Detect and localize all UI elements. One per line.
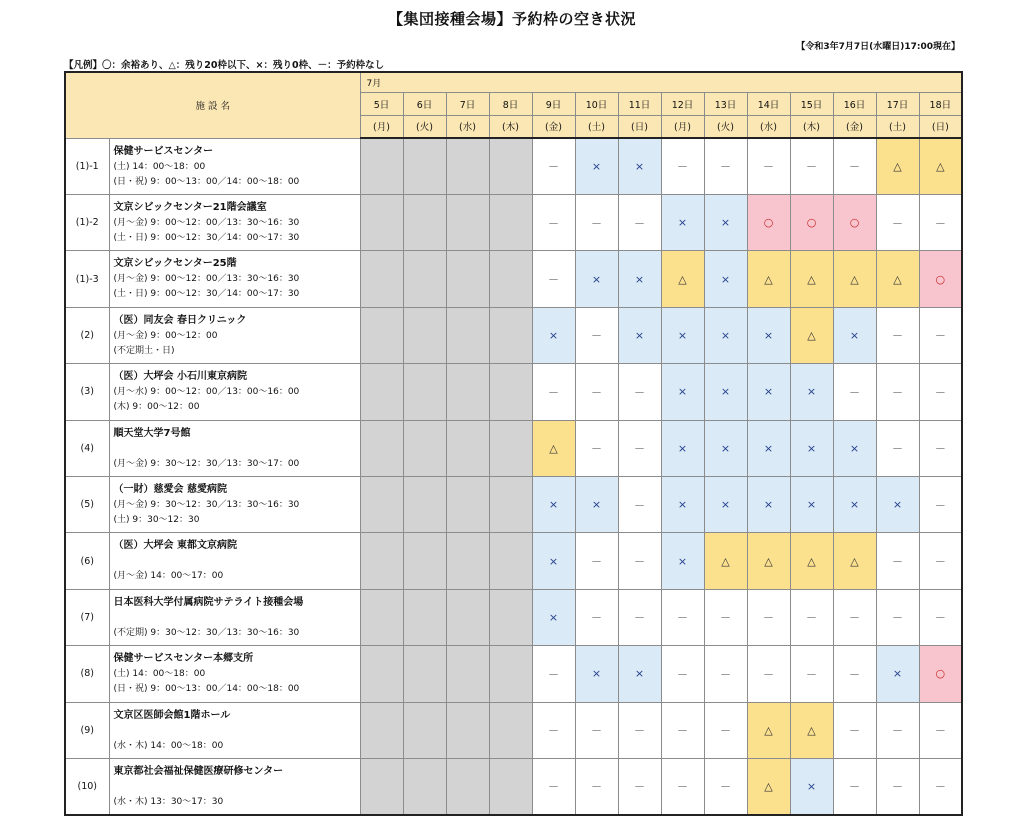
availability-cell: － <box>704 646 747 702</box>
availability-cell: － <box>919 589 962 645</box>
availability-cell <box>360 533 403 589</box>
facility-hours: (水・木) 13：30～17：30 <box>113 796 224 807</box>
availability-cell: × <box>704 194 747 250</box>
availability-cell <box>446 589 489 645</box>
availability-cell <box>403 646 446 702</box>
availability-cell <box>403 364 446 420</box>
availability-cell: × <box>747 307 790 363</box>
facility-hours: (木) 9：00～12：00 <box>113 402 200 413</box>
facility-hours: (月～金) 9：30～12：30／13：30～16：30 <box>113 499 300 510</box>
availability-cell: － <box>876 364 919 420</box>
availability-cell: × <box>575 476 618 532</box>
day-weekday-header: (月) <box>360 115 403 138</box>
availability-cell: － <box>532 251 575 307</box>
availability-cell: × <box>704 364 747 420</box>
facility-number: (2) <box>65 307 109 363</box>
availability-cell <box>489 589 532 645</box>
availability-cell: － <box>661 589 704 645</box>
facility-name: （一財）慈愛会 慈愛病院 <box>113 483 227 495</box>
availability-cell: － <box>575 364 618 420</box>
availability-cell <box>446 702 489 758</box>
availability-cell: × <box>790 758 833 815</box>
day-weekday-header: (木) <box>790 115 833 138</box>
availability-cell <box>489 646 532 702</box>
availability-cell: △ <box>704 533 747 589</box>
availability-cell <box>446 476 489 532</box>
availability-cell: － <box>876 702 919 758</box>
day-date-header: 11日 <box>618 92 661 115</box>
availability-cell: － <box>833 702 876 758</box>
availability-cell: ○ <box>833 194 876 250</box>
availability-cell <box>446 251 489 307</box>
availability-cell <box>446 194 489 250</box>
facility-name: （医）大坪会 東都文京病院 <box>113 540 237 552</box>
table-row <box>65 251 962 307</box>
day-date-header: 16日 <box>833 92 876 115</box>
availability-cell: × <box>618 307 661 363</box>
page-title: 【集団接種会場】予約枠の空き状況 <box>387 10 636 28</box>
day-date-header: 9日 <box>532 92 575 115</box>
availability-cell: － <box>704 138 747 194</box>
availability-cell <box>360 138 403 194</box>
availability-cell: × <box>661 307 704 363</box>
availability-cell <box>360 194 403 250</box>
availability-cell: △ <box>747 251 790 307</box>
facility-number: (3) <box>65 364 109 420</box>
facility-number: (5) <box>65 476 109 532</box>
availability-cell: － <box>575 194 618 250</box>
facility-name: 順天堂大学7号館 <box>113 427 191 439</box>
availability-cell: － <box>618 194 661 250</box>
availability-cell <box>360 251 403 307</box>
availability-cell: － <box>575 589 618 645</box>
availability-cell <box>403 476 446 532</box>
availability-cell: △ <box>833 533 876 589</box>
table-row <box>65 476 962 532</box>
availability-cell: △ <box>532 420 575 476</box>
availability-cell: － <box>532 758 575 815</box>
facility-number: (6) <box>65 533 109 589</box>
table-row <box>65 702 962 758</box>
availability-cell <box>360 364 403 420</box>
availability-cell: － <box>876 533 919 589</box>
availability-cell: ○ <box>919 251 962 307</box>
facility-number: (4) <box>65 420 109 476</box>
facility-number: (1)-3 <box>65 251 109 307</box>
availability-cell <box>446 646 489 702</box>
facility-info <box>109 646 360 702</box>
availability-cell: × <box>747 420 790 476</box>
availability-cell: × <box>661 364 704 420</box>
availability-cell: － <box>790 646 833 702</box>
facility-hours: (月～金) 14：00～17：00 <box>113 571 224 582</box>
availability-cell: － <box>575 702 618 758</box>
availability-cell: － <box>661 646 704 702</box>
availability-cell: － <box>876 194 919 250</box>
day-date-header: 5日 <box>360 92 403 115</box>
availability-cell: － <box>704 589 747 645</box>
availability-cell: ○ <box>747 194 790 250</box>
availability-cell: － <box>919 364 962 420</box>
facility-name: 文京シビックセンター25階 <box>113 258 237 270</box>
availability-cell: － <box>618 420 661 476</box>
day-weekday-header: (金) <box>833 115 876 138</box>
facility-info <box>109 138 360 194</box>
facility-info <box>109 420 360 476</box>
availability-table <box>64 71 963 816</box>
table-row <box>65 138 962 194</box>
day-date-header: 10日 <box>575 92 618 115</box>
day-weekday-header: (火) <box>704 115 747 138</box>
availability-cell: △ <box>747 702 790 758</box>
availability-cell <box>360 702 403 758</box>
availability-cell: △ <box>790 533 833 589</box>
availability-cell: － <box>747 138 790 194</box>
availability-cell <box>403 758 446 815</box>
availability-cell: × <box>790 420 833 476</box>
availability-cell: × <box>661 194 704 250</box>
table-row <box>65 364 962 420</box>
availability-cell: × <box>876 476 919 532</box>
facility-name: 保健サービスセンター本郷支所 <box>113 653 254 665</box>
facility-number: (1)-1 <box>65 138 109 194</box>
facility-hours: (土・日) 9：00～12：30／14：00～17：30 <box>113 289 300 300</box>
day-weekday-header: (水) <box>446 115 489 138</box>
facility-hours: (土・日) 9：00～12：30／14：00～17：30 <box>113 232 300 243</box>
availability-cell: － <box>919 420 962 476</box>
day-weekday-header: (金) <box>532 115 575 138</box>
table-row <box>65 646 962 702</box>
availability-cell: △ <box>747 533 790 589</box>
facility-name: 保健サービスセンター <box>113 145 214 157</box>
availability-cell: × <box>661 420 704 476</box>
availability-cell <box>489 251 532 307</box>
availability-cell: × <box>833 307 876 363</box>
availability-cell <box>360 758 403 815</box>
facility-info <box>109 194 360 250</box>
availability-cell <box>489 194 532 250</box>
facility-hours: (月～金) 9：00～12：00／13：30～16：30 <box>113 217 300 228</box>
facility-info <box>109 589 360 645</box>
availability-cell: × <box>618 251 661 307</box>
facility-hours <box>114 780 356 795</box>
availability-cell: － <box>876 420 919 476</box>
facility-hours: (土) 14：00～18：00 <box>113 161 206 172</box>
facility-info <box>109 307 360 363</box>
availability-cell: － <box>575 758 618 815</box>
availability-cell <box>489 758 532 815</box>
facility-info <box>109 533 360 589</box>
availability-cell <box>403 589 446 645</box>
availability-cell <box>360 307 403 363</box>
table-row <box>65 589 962 645</box>
availability-cell: × <box>747 364 790 420</box>
day-date-header: 18日 <box>919 92 962 115</box>
facility-number: (8) <box>65 646 109 702</box>
day-date-header: 14日 <box>747 92 790 115</box>
facility-hours <box>114 611 356 626</box>
facility-name: 東京都社会福祉保健医療研修センター <box>113 765 284 777</box>
availability-cell <box>489 476 532 532</box>
availability-cell: － <box>704 758 747 815</box>
availability-cell: － <box>575 420 618 476</box>
day-date-header: 12日 <box>661 92 704 115</box>
availability-cell: × <box>790 476 833 532</box>
availability-cell: × <box>661 476 704 532</box>
availability-cell: － <box>532 138 575 194</box>
availability-cell: △ <box>876 251 919 307</box>
availability-cell: × <box>704 420 747 476</box>
availability-cell: － <box>618 758 661 815</box>
availability-cell: － <box>919 307 962 363</box>
day-date-header: 17日 <box>876 92 919 115</box>
availability-cell: － <box>618 702 661 758</box>
as-of-date: 【令和3年7月7日(水曜日)17:00現在】 <box>796 42 960 52</box>
day-weekday-header: (土) <box>876 115 919 138</box>
availability-cell: ○ <box>919 646 962 702</box>
availability-cell: × <box>575 646 618 702</box>
availability-cell: × <box>532 307 575 363</box>
facility-number: (10) <box>65 758 109 815</box>
availability-cell: × <box>876 646 919 702</box>
availability-cell: － <box>618 364 661 420</box>
availability-cell: － <box>833 138 876 194</box>
availability-cell: － <box>747 589 790 645</box>
availability-cell: × <box>790 364 833 420</box>
availability-cell <box>360 476 403 532</box>
availability-cell <box>489 364 532 420</box>
availability-cell <box>360 646 403 702</box>
availability-cell <box>489 307 532 363</box>
facility-hours: (月～金) 9：00～12：00 <box>113 330 218 341</box>
facility-name: （医）大坪会 小石川東京病院 <box>113 371 247 383</box>
availability-cell: － <box>790 589 833 645</box>
availability-cell <box>489 420 532 476</box>
facility-name: （医）同友会 春日クリニック <box>113 314 247 326</box>
day-weekday-header: (水) <box>747 115 790 138</box>
day-weekday-header: (火) <box>403 115 446 138</box>
availability-cell: － <box>876 589 919 645</box>
availability-cell: × <box>575 138 618 194</box>
facility-hours <box>114 442 356 457</box>
availability-cell: × <box>661 533 704 589</box>
availability-cell: － <box>575 307 618 363</box>
facility-hours: (土) 9：30～12：30 <box>113 514 200 525</box>
availability-cell: － <box>833 364 876 420</box>
facility-hours: (日・祝) 9：00～13：00／14：00～18：00 <box>113 684 300 695</box>
table-row <box>65 194 962 250</box>
availability-cell <box>403 702 446 758</box>
availability-cell: × <box>532 589 575 645</box>
availability-cell: － <box>747 646 790 702</box>
availability-cell: △ <box>747 758 790 815</box>
day-weekday-header: (土) <box>575 115 618 138</box>
availability-cell: － <box>833 589 876 645</box>
facility-hours: (水・木) 14：00～18：00 <box>113 740 224 751</box>
availability-cell: × <box>833 476 876 532</box>
availability-cell: × <box>704 476 747 532</box>
availability-cell: △ <box>919 138 962 194</box>
facility-info <box>109 758 360 815</box>
availability-cell: × <box>575 251 618 307</box>
availability-cell: － <box>532 702 575 758</box>
availability-cell: － <box>661 702 704 758</box>
availability-cell <box>489 533 532 589</box>
facility-hours <box>114 724 356 739</box>
availability-cell: ○ <box>790 194 833 250</box>
facility-column-header: 施 設 名 <box>65 72 360 138</box>
availability-cell <box>403 138 446 194</box>
availability-cell: △ <box>876 138 919 194</box>
availability-cell: － <box>532 364 575 420</box>
month-header: 7月 <box>360 72 962 92</box>
availability-cell <box>403 307 446 363</box>
day-date-header: 6日 <box>403 92 446 115</box>
availability-cell: － <box>919 194 962 250</box>
facility-hours: (月～金) 9：30～12：30／13：30～17：00 <box>113 458 300 469</box>
availability-cell: － <box>919 476 962 532</box>
day-weekday-header: (日) <box>618 115 661 138</box>
availability-cell: － <box>618 533 661 589</box>
facility-hours: (不定期土・日) <box>113 345 175 356</box>
availability-cell <box>446 758 489 815</box>
availability-cell: － <box>575 533 618 589</box>
availability-cell: － <box>833 646 876 702</box>
facility-name: 文京シビックセンター21階会議室 <box>113 201 267 213</box>
availability-cell: △ <box>833 251 876 307</box>
availability-cell: × <box>618 138 661 194</box>
day-weekday-header: (日) <box>919 115 962 138</box>
availability-cell: － <box>704 702 747 758</box>
facility-number: (7) <box>65 589 109 645</box>
availability-cell: △ <box>790 307 833 363</box>
availability-cell <box>446 533 489 589</box>
availability-cell: － <box>876 758 919 815</box>
day-date-header: 15日 <box>790 92 833 115</box>
day-date-header: 8日 <box>489 92 532 115</box>
facility-name: 日本医科大学付属病院サテライト接種会場 <box>113 596 304 608</box>
facility-hours: (土) 14：00～18：00 <box>113 669 206 680</box>
table-row <box>65 307 962 363</box>
availability-cell: × <box>532 476 575 532</box>
availability-cell: － <box>661 758 704 815</box>
availability-cell: － <box>876 307 919 363</box>
availability-cell: － <box>790 138 833 194</box>
availability-cell: － <box>661 138 704 194</box>
table-header <box>65 72 962 138</box>
facility-info <box>109 702 360 758</box>
availability-cell: － <box>618 476 661 532</box>
facility-hours <box>114 554 356 569</box>
availability-cell <box>446 420 489 476</box>
availability-cell <box>489 138 532 194</box>
availability-cell <box>446 307 489 363</box>
day-date-header: 13日 <box>704 92 747 115</box>
availability-cell: － <box>618 589 661 645</box>
availability-cell: × <box>704 251 747 307</box>
table-row <box>65 420 962 476</box>
availability-cell <box>489 702 532 758</box>
table-body <box>65 138 962 815</box>
availability-cell: － <box>919 533 962 589</box>
availability-cell <box>403 420 446 476</box>
legend: 【凡例】〇：余裕あり、△：残り20枠以下、×：残り0枠、－：予約枠なし <box>64 60 385 71</box>
availability-cell: × <box>532 533 575 589</box>
availability-cell: × <box>618 646 661 702</box>
availability-cell: △ <box>790 251 833 307</box>
table-row <box>65 533 962 589</box>
availability-cell: － <box>532 646 575 702</box>
table-row <box>65 758 962 815</box>
availability-cell: × <box>833 420 876 476</box>
facility-number: (9) <box>65 702 109 758</box>
day-weekday-header: (月) <box>661 115 704 138</box>
availability-cell <box>403 194 446 250</box>
facility-info <box>109 364 360 420</box>
facility-info <box>109 476 360 532</box>
facility-name: 文京区医師会館1階ホール <box>113 709 231 721</box>
availability-cell: △ <box>790 702 833 758</box>
availability-cell <box>360 420 403 476</box>
facility-info <box>109 251 360 307</box>
day-weekday-header: (木) <box>489 115 532 138</box>
availability-cell: － <box>532 194 575 250</box>
availability-cell <box>403 251 446 307</box>
availability-cell: × <box>747 476 790 532</box>
availability-cell <box>403 533 446 589</box>
day-date-header: 7日 <box>446 92 489 115</box>
availability-cell <box>360 589 403 645</box>
availability-cell: × <box>704 307 747 363</box>
availability-cell: － <box>833 758 876 815</box>
availability-cell: △ <box>661 251 704 307</box>
facility-hours: (月～金) 9：00～12：00／13：30～16：30 <box>113 274 300 285</box>
availability-cell <box>446 138 489 194</box>
availability-cell: － <box>919 702 962 758</box>
availability-cell <box>446 364 489 420</box>
facility-number: (1)-2 <box>65 194 109 250</box>
facility-hours: (不定期) 9：30～12：30／13：30～16：30 <box>113 627 300 638</box>
facility-hours: (月～水) 9：00～12：00／13：00～16：00 <box>113 387 300 398</box>
availability-cell: － <box>919 758 962 815</box>
facility-hours: (日・祝) 9：00～13：00／14：00～18：00 <box>113 176 300 187</box>
